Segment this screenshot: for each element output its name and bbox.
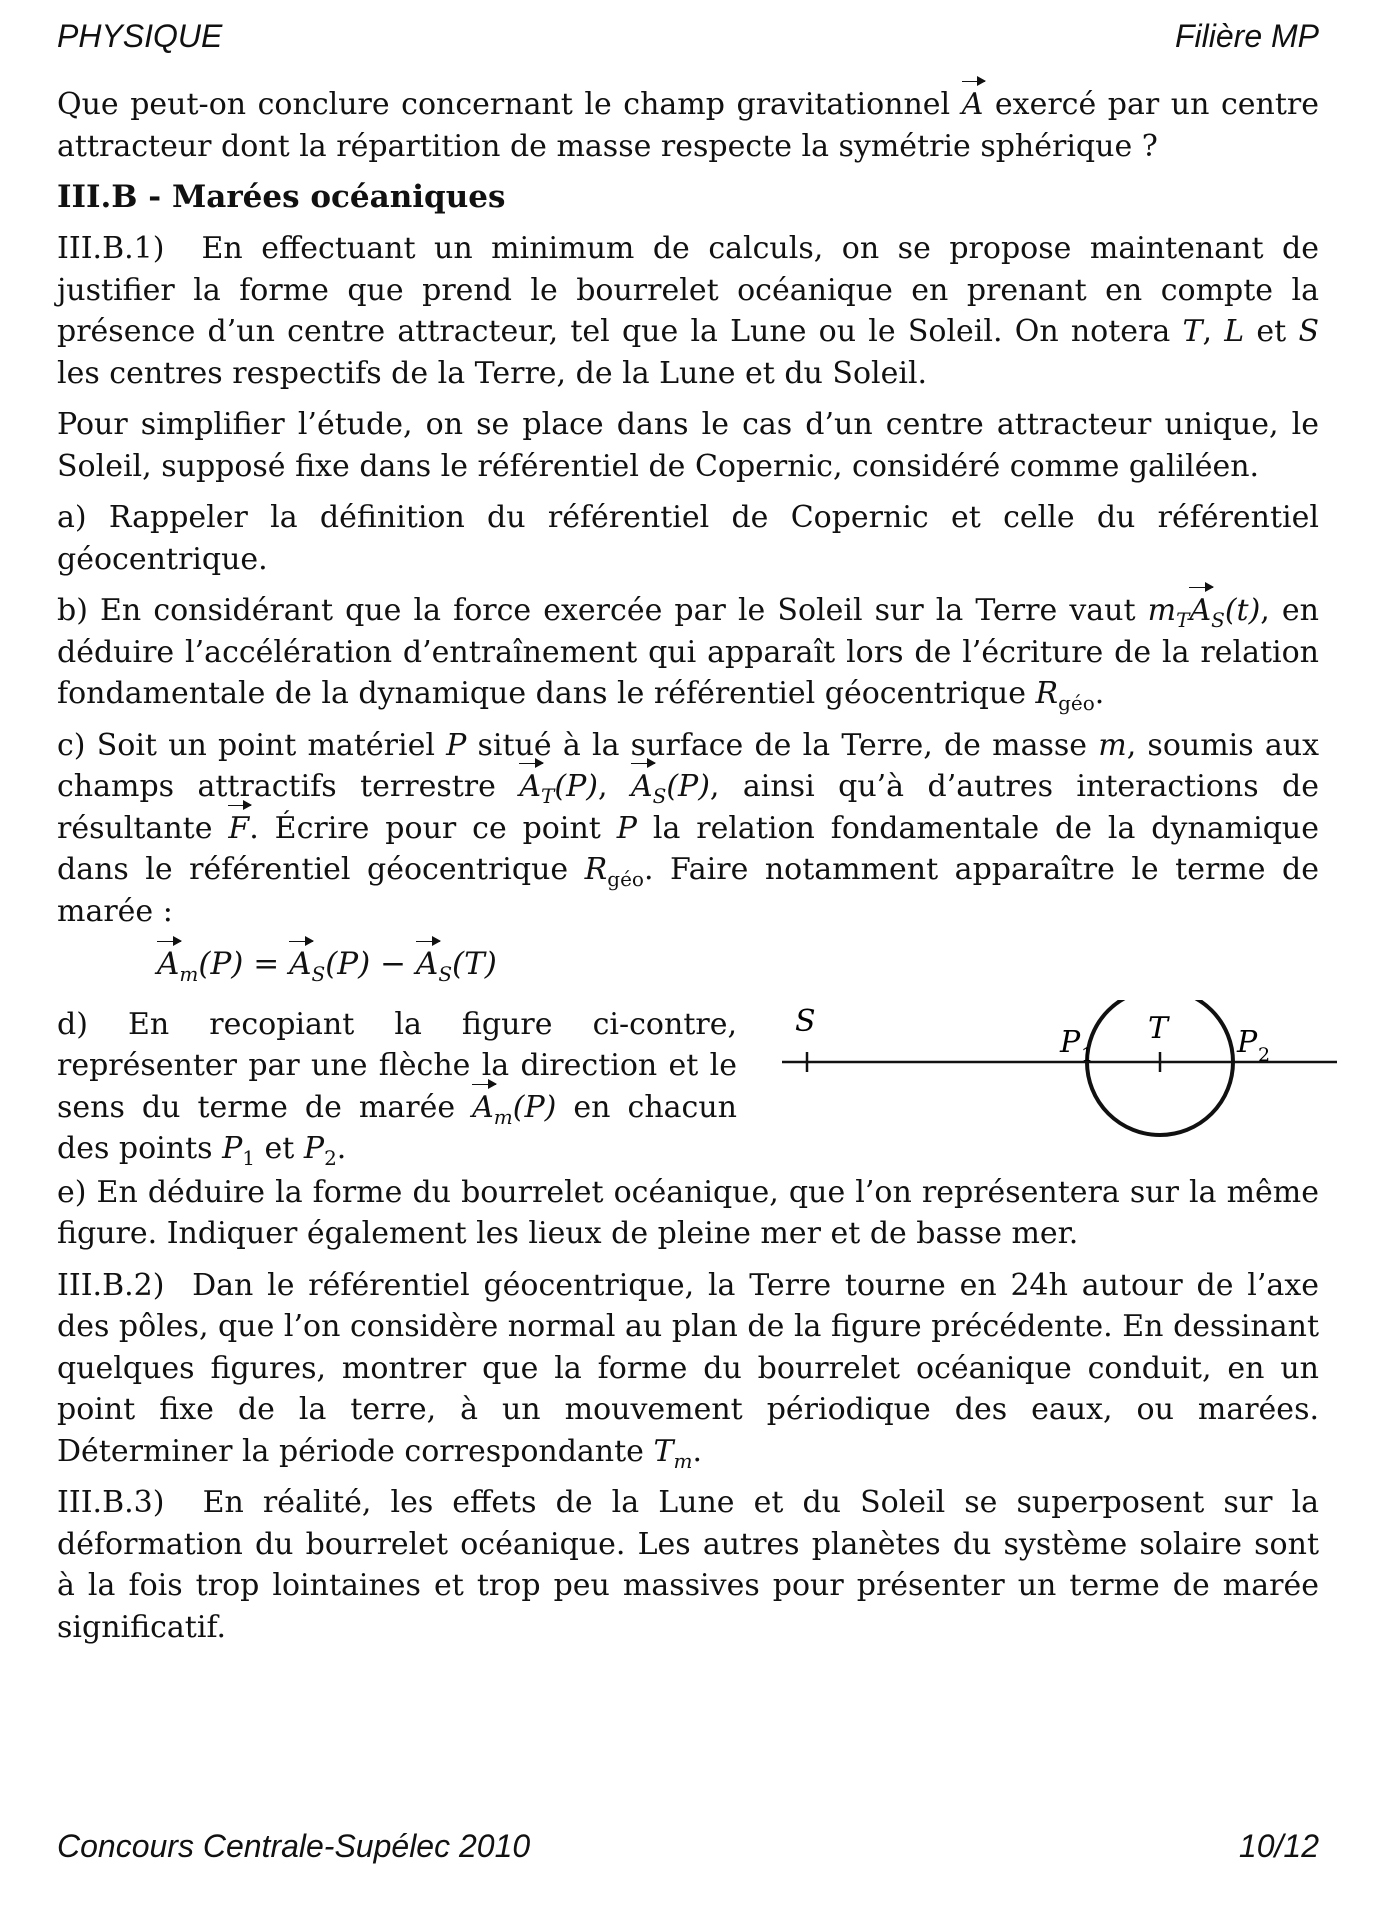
- equals-sign: =: [243, 946, 290, 982]
- vector-A-S: A: [289, 944, 311, 986]
- question-a: a) Rappeler la définition du référentiel de Copernic et celle du référentiel géocentrique.: [57, 500, 1319, 577]
- separator: ,: [597, 769, 631, 804]
- symbol-R: R: [1035, 676, 1059, 711]
- vector-A: A: [1189, 590, 1211, 632]
- document-body: [57, 84, 1319, 1658]
- conjunction: et: [1244, 314, 1299, 349]
- vector-A-m: A: [472, 1087, 494, 1129]
- question-c-text-5: . Écrire pour ce point: [249, 810, 617, 846]
- symbol-P: P: [616, 810, 637, 846]
- vector-A: A: [962, 84, 984, 126]
- question-d-text: d) En recopiant la figure ci-contre, représenter par une flèche la direction et le sens du terme de marée: [57, 1006, 737, 1125]
- punctuation: .: [692, 1433, 702, 1469]
- label-P2: P: [1237, 1024, 1258, 1060]
- page-footer: [57, 1828, 1319, 1872]
- footer-exam: Concours Centrale-Supélec 2010: [57, 1828, 531, 1864]
- vector-F: F: [228, 808, 249, 850]
- argument-P: (P): [512, 1089, 557, 1125]
- subscript-m: m: [673, 1448, 693, 1473]
- question-b: [57, 590, 1319, 715]
- question-number: III.B.1): [57, 231, 165, 266]
- page-header: [57, 18, 1319, 62]
- argument-P: (P): [666, 769, 710, 804]
- intro-text-2: exercé par un centre attracteur dont la répartition de masse respecte la symétrie sphérique ?: [57, 87, 1319, 164]
- vector-A-m: A: [157, 944, 179, 986]
- simplify-paragraph: Pour simplifier l’étude, on se place dans le cas d’un centre attracteur unique, le Soleil, supposé fixe dans le référentiel de Copernic, considéré comme galiléen.: [57, 407, 1319, 484]
- question-III-B-3: [57, 1482, 1319, 1648]
- question-number: III.B.2): [57, 1267, 165, 1303]
- symbol-m: m: [1098, 727, 1127, 763]
- question-c: [57, 725, 1319, 933]
- question-text: En réalité, les effets de la Lune et du Soleil se superposent sur la déformation du bourrelet océanique. Les autres planètes du système solaire sont à la fois trop lointaines et trop peu massives pour présenter un terme de marée significatif.: [57, 1485, 1319, 1645]
- question-c-text-7: . Faire notamment apparaître le terme de marée :: [57, 852, 1319, 929]
- punctuation: .: [336, 1131, 347, 1166]
- vector-A-T: A: [519, 766, 541, 808]
- question-c-text-2: situé à la surface de la Terre, de masse: [466, 727, 1099, 763]
- argument-T: (T): [452, 946, 497, 982]
- subscript-2: 2: [324, 1146, 337, 1170]
- argument-P: (P): [554, 769, 598, 804]
- symbol-m: m: [1147, 593, 1177, 628]
- question-d-row: [57, 1004, 1319, 1172]
- argument-P: (P): [198, 946, 244, 982]
- symbol-R: R: [584, 852, 608, 887]
- punctuation: .: [1094, 676, 1105, 711]
- tidal-term-equation: [157, 944, 1319, 986]
- subscript-S: S: [311, 962, 326, 987]
- label-P2-sub: 2: [1258, 1043, 1271, 1066]
- vector-A-S: A: [631, 766, 653, 808]
- page-number: 10/12: [1238, 1828, 1319, 1864]
- sun-earth-figure: [757, 1000, 1357, 1200]
- subscript-geo: géo: [607, 867, 644, 891]
- subscript-geo: géo: [1058, 691, 1095, 715]
- conjunction: et: [254, 1131, 304, 1166]
- symbol-S: S: [1298, 314, 1319, 349]
- symbol-P: P: [446, 727, 467, 763]
- question-d: [57, 1004, 737, 1170]
- subscript-T: T: [1176, 608, 1190, 632]
- question-text: Dan le référentiel géocentrique, la Terre tourne en 24h autour de l’axe des pôles, que l’on considère normal au plan de la figure précédente. En dessinant quelques figures, montrer que la forme du bourrelet océanique conduit, en un point fixe de la terre, à un mouvement périodique des eaux, ou marées. Déterminer la période correspondante: [57, 1267, 1319, 1469]
- subscript-S: S: [652, 784, 667, 808]
- subscript-T: T: [541, 784, 555, 808]
- question-b-text-2: , en déduire l’accélération d’entraînement qui apparaît lors de l’écriture de la relation fondamentale de la dynamique dans le référentiel géocentrique: [57, 593, 1319, 711]
- label-P1-sub: 1: [1081, 1043, 1094, 1066]
- question-c-text: c) Soit un point matériel: [57, 727, 447, 763]
- label-T: T: [1148, 1010, 1169, 1046]
- intro-paragraph: [57, 84, 1319, 167]
- header-track: Filière MP: [1174, 18, 1319, 54]
- header-subject: PHYSIQUE: [57, 18, 223, 54]
- subscript-1: 1: [242, 1146, 255, 1170]
- symbol-T: T: [653, 1433, 674, 1469]
- question-text: En effectuant un minimum de calculs, on se propose maintenant de justifier la forme que prend le bourrelet océanique en prenant en compte la présence d’un centre attracteur, tel que la Lune ou le Soleil. On notera: [57, 231, 1319, 349]
- subscript-m: m: [179, 962, 199, 987]
- subscript-m: m: [493, 1104, 513, 1129]
- symbol-L: L: [1224, 314, 1245, 349]
- question-III-B-1: [57, 228, 1319, 394]
- subscript-S: S: [1211, 608, 1225, 632]
- question-c-text-3: , soumis aux champs attractifs terrestre: [57, 727, 1319, 804]
- symbol-P: P: [222, 1131, 243, 1166]
- argument-P: (P): [325, 946, 371, 982]
- separator: ,: [1202, 314, 1225, 349]
- question-c-text-6: la relation fondamentale de la dynamique dans le référentiel géocentrique: [57, 810, 1319, 887]
- section-title: III.B - Marées océaniques: [57, 179, 506, 215]
- label-P1: P: [1060, 1024, 1081, 1060]
- page: [57, 0, 1319, 1921]
- vector-A-S: A: [416, 944, 438, 986]
- question-III-B-2: [57, 1265, 1319, 1473]
- intro-text: Que peut-on conclure concernant le champ gravitationnel: [57, 87, 962, 122]
- question-number: III.B.3): [57, 1485, 165, 1520]
- question-e: e) En déduire la forme du bourrelet océanique, que l’on représentera sur la même figure. Indiquer également les lieux de pleine mer et de basse mer.: [57, 1174, 1319, 1251]
- question-d-text-2: en chacun des points: [57, 1089, 737, 1166]
- symbol-T: T: [1182, 314, 1203, 349]
- label-S: S: [795, 1003, 816, 1039]
- question-text-2: les centres respectifs de la Terre, de la Lune et du Soleil.: [57, 355, 928, 391]
- symbol-P: P: [303, 1131, 325, 1166]
- question-b-text: b) En considérant que la force exercée par le Soleil sur la Terre vaut: [57, 593, 1148, 628]
- argument-t: (t): [1224, 593, 1261, 628]
- subscript-S: S: [438, 962, 453, 987]
- question-c-text-4: , ainsi qu’à d’autres interactions de résultante: [57, 769, 1320, 846]
- minus-sign: −: [370, 946, 416, 982]
